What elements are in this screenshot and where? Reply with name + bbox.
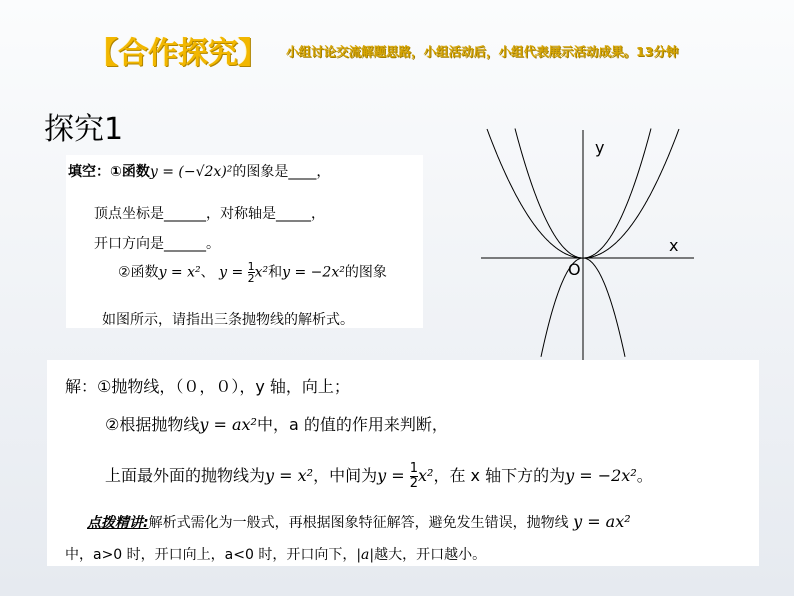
answer-fraction-half	[410, 462, 418, 491]
question-line-1-prefix: 填空：①函数	[68, 164, 150, 180]
answer-formula-neg-two: y = −2x²	[565, 466, 637, 485]
tip-text: 解析式需化为一般式，再根据图象特征解答，避免发生错误，抛物线	[148, 515, 569, 531]
question-line-2: 顶点坐标是______，对称轴是_____，	[94, 206, 325, 222]
question-formula-1: y = (−√2x)²	[149, 164, 233, 180]
tip-line-2	[65, 544, 486, 564]
separator: 、	[200, 264, 215, 281]
answer-fraction-denominator: 2	[409, 476, 418, 491]
question-line-4-suffix: 的图象	[344, 264, 387, 281]
tip-formula: y = ax²	[573, 512, 631, 531]
tip-label: 点拨精讲:	[87, 515, 149, 531]
answer-line-3	[105, 462, 653, 491]
x-axis-label: x	[669, 236, 679, 255]
y-axis-label: y	[595, 138, 605, 157]
question-line-1	[68, 161, 330, 181]
question-line-4-prefix: ②函数	[118, 264, 159, 281]
answer-box	[47, 360, 759, 566]
question-box	[66, 155, 423, 328]
tip-line-2-text: 中，a>0 时，开口向上，a<0 时，开口向下，	[65, 547, 357, 563]
tip-abs-a: |a|	[356, 547, 375, 563]
answer-formula-half-rhs: x²	[418, 466, 434, 485]
answer-line-3-d: 。	[636, 466, 653, 485]
conjunction: 和	[268, 264, 283, 281]
answer-line-3-b: ，中间为	[313, 466, 378, 485]
fraction-half	[248, 261, 255, 284]
section-header-title: 【合作探究】	[88, 36, 268, 71]
answer-formula-half-lhs: y =	[377, 466, 405, 485]
formula-x-squared: y = x²	[158, 264, 201, 281]
formula-half-rhs: x²	[254, 264, 269, 281]
question-line-1-suffix: 的图象是____，	[232, 164, 331, 180]
answer-fraction-numerator: 1	[409, 461, 418, 476]
answer-line-3-c: ，在 x 轴下方的为	[433, 466, 566, 485]
answer-formula-x-squared: y = x²	[265, 466, 314, 485]
answer-line-2-prefix: ②根据抛物线	[105, 415, 200, 434]
answer-line-3-a: 上面最外面的抛物线为	[105, 466, 266, 485]
answer-line-2-suffix: 中，a 的值的作用来判断，	[256, 415, 448, 434]
answer-line-1: 解：①抛物线，（０，０），y 轴，向上；	[65, 377, 350, 396]
parabola-graph	[476, 128, 696, 360]
fraction-numerator: 1	[247, 260, 255, 273]
question-line-3: 开口方向是______。	[94, 236, 220, 252]
tip-line-1	[87, 512, 631, 532]
section-header-note: 小组讨论交流解题思路，小组活动后，小组代表展示活动成果。13分钟	[286, 44, 679, 59]
tip-line-2-end: 越大，开口越小。	[374, 547, 487, 563]
question-line-5: 如图所示，请指出三条抛物线的解析式。	[102, 312, 354, 328]
answer-formula-general: y = ax²	[199, 415, 257, 434]
origin-label: O	[568, 260, 581, 279]
fraction-denominator: 2	[247, 272, 255, 285]
exploration-title: 探究1	[44, 112, 124, 147]
formula-neg-two-x-squared: y = −2x²	[282, 264, 345, 281]
formula-half-lhs: y =	[219, 264, 244, 281]
answer-line-2	[105, 412, 448, 435]
question-line-4	[118, 261, 387, 284]
